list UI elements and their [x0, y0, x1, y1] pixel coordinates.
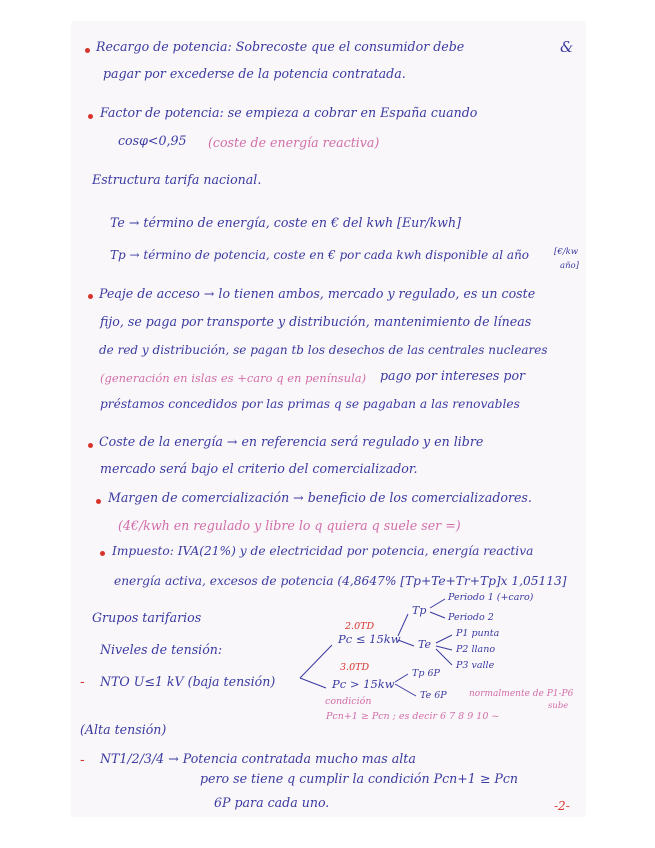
nt-6p: 6P para cada uno. — [214, 795, 330, 810]
dash: - — [80, 675, 85, 690]
tariff-30td-condition: Pc > 15kw — [332, 677, 395, 691]
peaje-line-2: fijo, se paga por transporte y distribución, mantenimiento de líneas — [100, 314, 532, 329]
tp-unit-bottom: año] — [560, 261, 579, 271]
peaje-line-4a: (generación en islas es +caro q en península) — [100, 371, 367, 385]
p1-punta: P1 punta — [456, 628, 500, 639]
coste-line-2: mercado será bajo el criterio del comercializador. — [100, 461, 418, 476]
bullet — [88, 294, 93, 299]
periodo2-label: Periodo 2 — [448, 612, 494, 623]
factor-line-1: Factor de potencia: se empieza a cobrar en España cuando — [100, 105, 478, 120]
alta-tension: (Alta tensión) — [80, 722, 167, 737]
nto-level: NTO U≤1 kV (baja tensión) — [100, 674, 276, 689]
bullet — [85, 48, 90, 53]
periodo1-label: Periodo 1 (+caro) — [448, 592, 534, 603]
bullet — [96, 499, 101, 504]
page-number: -2- — [554, 799, 570, 813]
dash: - — [80, 753, 85, 768]
grupos-tarifarios: Grupos tarifarios — [92, 610, 202, 625]
tp-unit-top: [€/kw — [554, 247, 579, 257]
factor-line-2a: cosφ<0,95 — [118, 133, 187, 148]
impuesto-line-2: energía activa, excesos de potencia (4,8647% [Tp+Te+Tr+Tp]x 1,05113] — [114, 574, 567, 588]
tariff-30td: 3.0TD — [340, 662, 370, 673]
sube-label: sube — [548, 701, 569, 711]
bullet — [88, 443, 93, 448]
recargo-line-2: pagar por excederse de la potencia contratada. — [103, 66, 406, 81]
niveles-tension: Niveles de tensión: — [100, 642, 223, 657]
te6p-label: Te 6P — [420, 690, 447, 701]
tp-definition: Tp → término de potencia, coste en € por cada kwh disponible al año — [110, 248, 530, 262]
normalmente-label: normalmente de P1-P6 — [469, 689, 574, 699]
peaje-line-4b: pago por intereses por — [380, 368, 526, 383]
bullet — [88, 114, 93, 119]
te-label: Te — [418, 638, 431, 651]
peaje-line-3: de red y distribución, se pagan tb los desechos de las centrales nucleares — [99, 343, 548, 357]
tariff-20td-condition: Pc ≤ 15kw — [338, 632, 401, 646]
corner-mark: & — [560, 38, 574, 56]
p2-llano: P2 llano — [456, 644, 496, 655]
peaje-line-5: préstamos concedidos por las primas q se pagaban a las renovables — [100, 397, 520, 411]
nt-condition: pero se tiene q cumplir la condición Pcn+1 ≥ Pcn — [200, 771, 519, 786]
factor-line-2b: (coste de energía reactiva) — [208, 135, 380, 150]
impuesto-line-1: Impuesto: IVA(21%) y de electricidad por potencia, energía reactiva — [112, 544, 534, 558]
margen-line-1: Margen de comercialización → beneficio de los comercializadores. — [108, 490, 532, 505]
te-definition: Te → término de energía, coste en € del kwh [Eur/kwh] — [110, 215, 461, 230]
margen-line-2: (4€/kwh en regulado y libre lo q quiera q suele ser =) — [118, 518, 461, 533]
condicion-label: condición — [325, 696, 372, 707]
p3-valle: P3 valle — [456, 660, 495, 671]
tariff-20td: 2.0TD — [345, 621, 375, 632]
estructura-title: Estructura tarifa nacional. — [92, 172, 262, 187]
recargo-line-1: Recargo de potencia: Sobrecoste que el consumidor debe — [96, 39, 465, 54]
coste-line-1: Coste de la energía → en referencia será regulado y en libre — [99, 434, 484, 449]
condicion-detail: Pcn+1 ≥ Pcn ; es decir 6 7 8 9 10 ~ — [326, 711, 500, 722]
bullet — [100, 551, 105, 556]
peaje-line-1: Peaje de acceso → lo tienen ambos, mercado y regulado, es un coste — [99, 286, 536, 301]
tp-label: Tp — [412, 604, 427, 617]
nt-levels: NT1/2/3/4 → Potencia contratada mucho mas alta — [100, 751, 416, 766]
tp6p-label: Tp 6P — [412, 668, 440, 679]
